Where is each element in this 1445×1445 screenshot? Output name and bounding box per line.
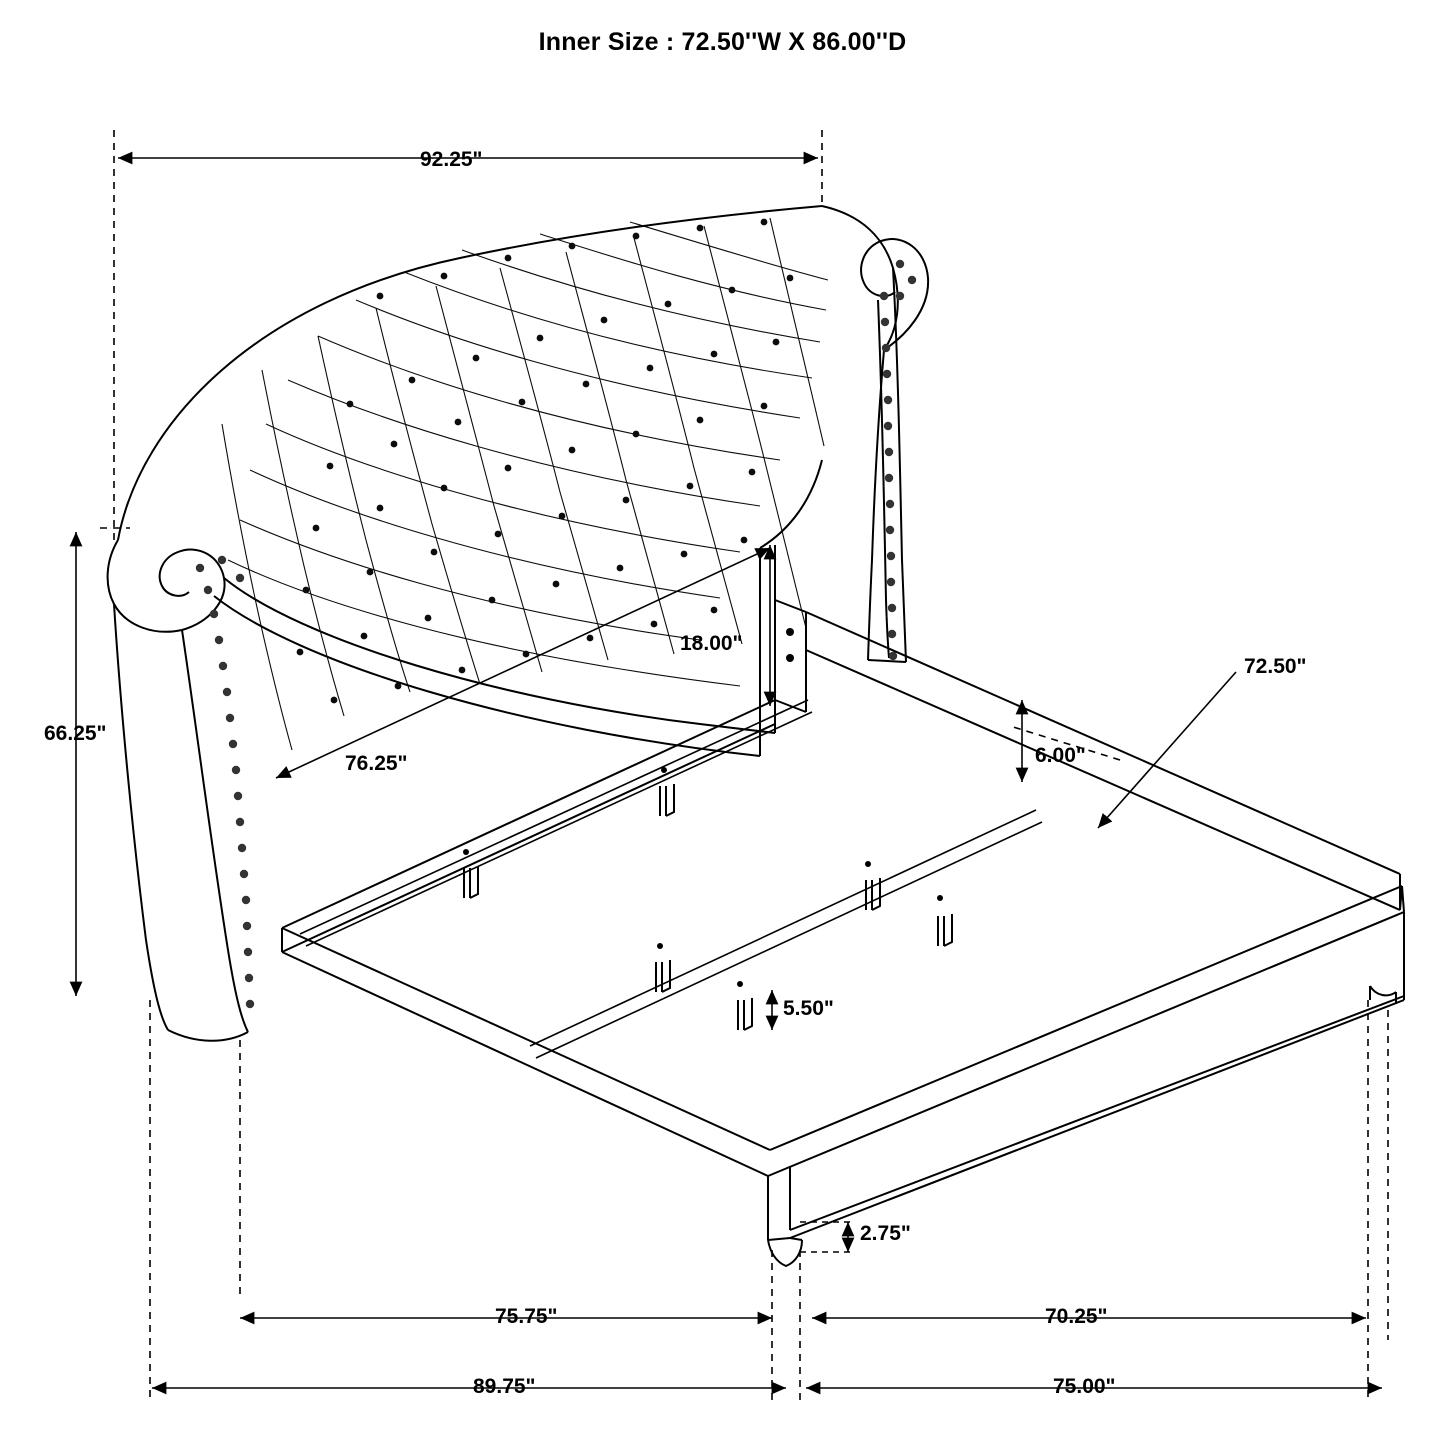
dimension-label-right-overall-depth: 75.00" xyxy=(1053,1375,1116,1398)
nailhead-trim xyxy=(196,260,916,1008)
dimension-label-headboard-gap: 18.00" xyxy=(680,632,743,655)
dimension-label-right-depth: 70.25" xyxy=(1045,1305,1108,1328)
dimension-label-headboard-width: 76.25" xyxy=(345,752,408,775)
dimension-label-slat-height: 5.50" xyxy=(783,997,834,1020)
dimension-lines xyxy=(76,130,1388,1400)
dimension-label-inner-width-pointer: 72.50" xyxy=(1244,655,1307,678)
tufting-pattern xyxy=(222,218,828,750)
dimension-label-overall-width-top: 92.25" xyxy=(420,148,483,171)
dimension-label-side-rail-height: 6.00" xyxy=(1035,744,1086,767)
dimension-label-leg-height: 2.75" xyxy=(860,1222,911,1245)
dimension-label-overall-height-left: 66.25" xyxy=(44,722,107,745)
dimension-label-left-overall-depth: 89.75" xyxy=(473,1375,536,1398)
bed-frame xyxy=(282,600,1404,1266)
page-title: Inner Size : 72.50''W X 86.00''D xyxy=(538,28,907,56)
dimension-label-left-depth: 75.75" xyxy=(495,1305,558,1328)
